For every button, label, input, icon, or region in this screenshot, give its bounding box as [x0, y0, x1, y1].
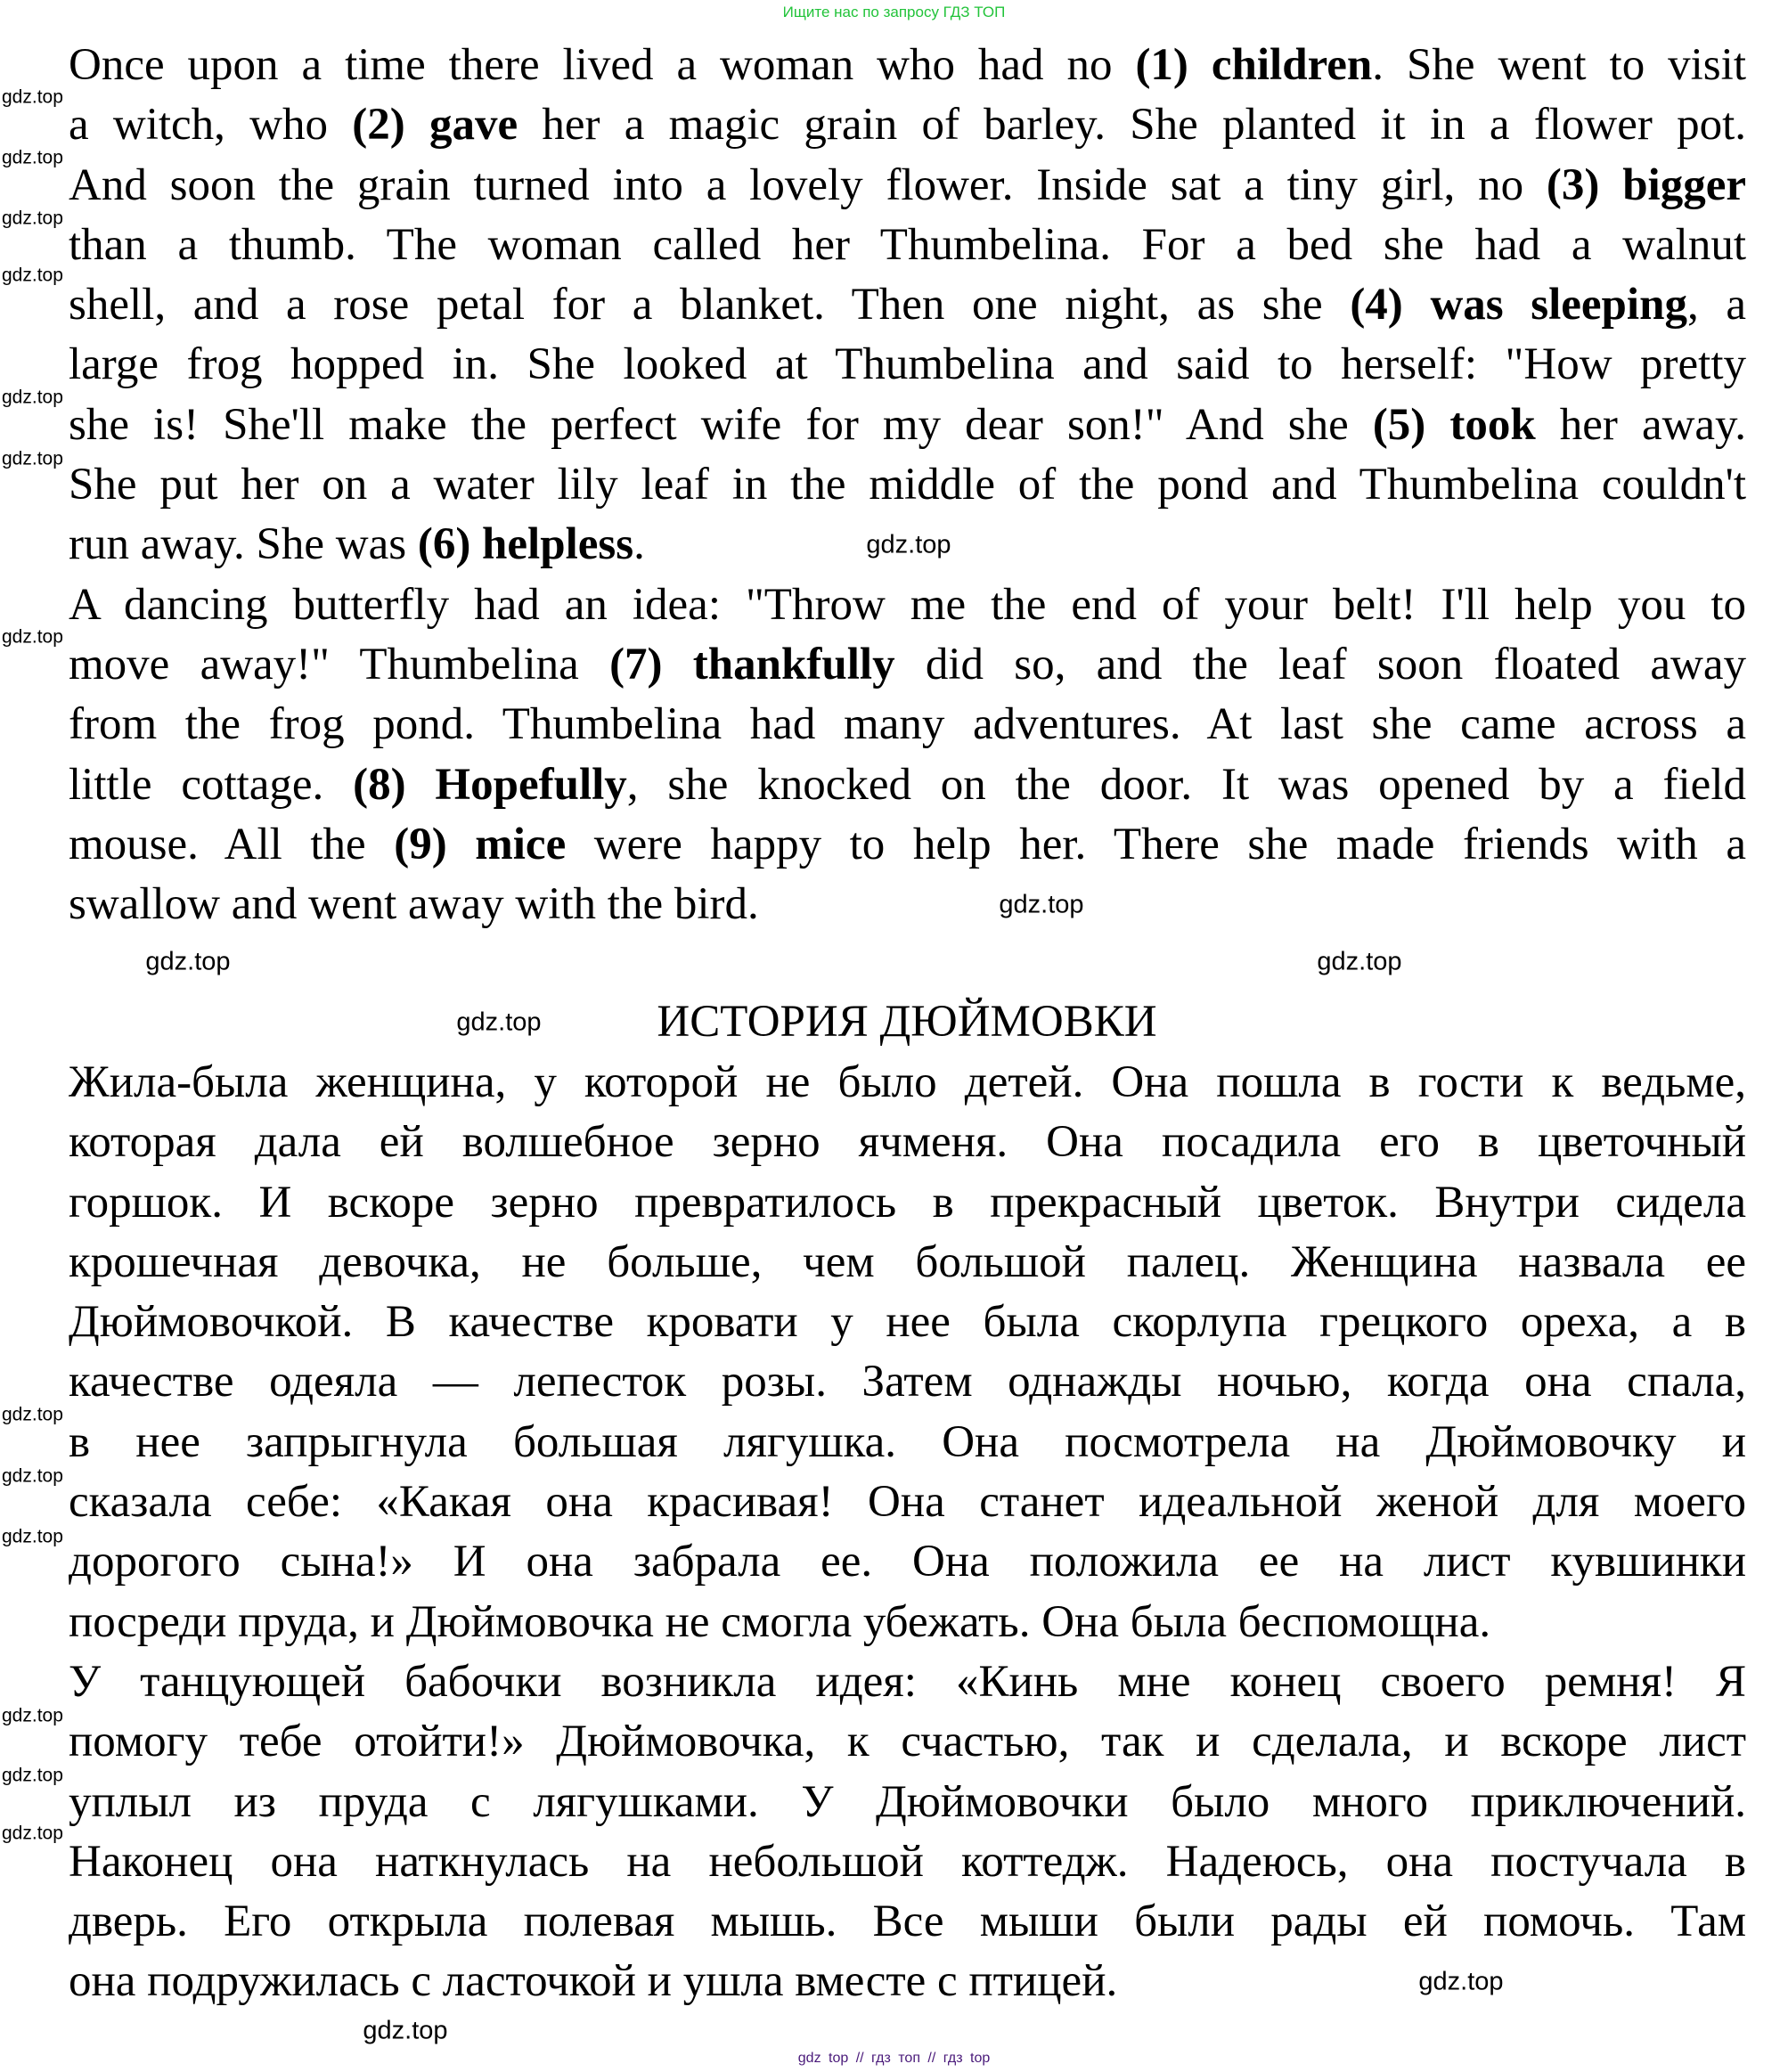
- text-line: крошечная девочка, не больше, чем большой палец. Женщина назвала ее: [69, 1236, 1746, 1287]
- watermark: gdz.top: [2, 208, 63, 229]
- text-line: качестве одеяла — лепесток розы. Затем однажды ночью, когда она спала,: [69, 1357, 1746, 1407]
- text-line: Дюймовочкой. В качестве кровати у нее была скорлупа грецкого ореха, а в: [69, 1297, 1746, 1348]
- watermark: gdz.top: [1418, 1967, 1504, 1996]
- footer-links: gdz top // гдз топ // гдз top: [797, 2051, 991, 2066]
- answer-word: (2) gave: [352, 100, 518, 151]
- text-line: сказала себе: «Какая она красивая! Она станет идеальной женой для моего: [69, 1477, 1746, 1528]
- answer-word: (8) Hopefully: [353, 759, 627, 810]
- text-line: У танцующей бабочки возникла идея: «Кинь мне конец своего ремня! Я: [69, 1656, 1746, 1707]
- text-line: дверь. Его открыла полевая мышь. Все мыши были рады ей помочь. Там: [69, 1897, 1746, 1947]
- watermark: gdz.top: [2, 265, 63, 286]
- text-line: уплыл из пруда с лягушками. У Дюймовочки было много приключений.: [69, 1776, 1746, 1827]
- text-segment: She put her on a water lily leaf in the middle of the pond and Thumbelina couldn't: [69, 460, 1746, 510]
- watermark: gdz.top: [2, 1526, 63, 1547]
- text-segment: Once upon a time there lived a woman who had no: [69, 40, 1136, 90]
- text-line: [69, 156, 1746, 216]
- text-segment: And soon the grain turned into a lovely flower. Inside sat a tiny girl, no: [69, 159, 1547, 210]
- text-segment: swallow and went away with the bird.: [69, 879, 759, 930]
- watermark: gdz.top: [2, 1404, 63, 1425]
- text-line: [69, 216, 1746, 275]
- watermark: gdz.top: [2, 86, 63, 108]
- text-segment: her away.: [1535, 399, 1746, 450]
- text-line: [69, 635, 1746, 695]
- watermark: gdz.top: [456, 1007, 542, 1037]
- text-line: [69, 515, 645, 575]
- watermark: gdz.top: [2, 626, 63, 648]
- answer-word: (7) thankfully: [609, 639, 895, 689]
- text-line: [69, 875, 759, 934]
- text-line: [69, 36, 1746, 95]
- text-line: посреди пруда, и Дюймовочка не смогла убежать. Она была беспомощна.: [69, 1596, 1491, 1647]
- watermark: gdz.top: [866, 530, 951, 559]
- answer-word: (6) helpless: [417, 519, 634, 570]
- text-line: в нее запрыгнула большая лягушка. Она посмотрела на Дюймовочку и: [69, 1416, 1746, 1467]
- watermark: gdz.top: [2, 1465, 63, 1487]
- text-segment: a witch, who: [69, 100, 353, 151]
- text-segment: mouse. All the: [69, 819, 395, 869]
- watermark: gdz.top: [2, 387, 63, 408]
- text-segment: . She went to visit: [1372, 40, 1746, 90]
- russian-title: ИСТОРИЯ ДЮЙМОВКИ: [657, 997, 1157, 1047]
- answer-word: (4) was sleeping: [1350, 280, 1687, 330]
- text-segment: move away!" Thumbelina: [69, 639, 610, 689]
- watermark: gdz.top: [2, 1765, 63, 1786]
- watermark: gdz.top: [2, 448, 63, 469]
- watermark: gdz.top: [363, 2016, 448, 2045]
- text-line: которая дала ей волшебное зерно ячменя. Она посадила его в цветочный: [69, 1117, 1746, 1168]
- text-segment: large frog hopped in. She looked at Thumbelina and said to herself: "How pretty: [69, 339, 1746, 390]
- text-segment: her a magic grain of barley. She planted it in a flower pot.: [518, 100, 1746, 151]
- text-segment: little cottage.: [69, 759, 354, 810]
- text-line: [69, 755, 1746, 815]
- watermark: gdz.top: [1317, 947, 1402, 976]
- text-line: [69, 95, 1746, 155]
- text-segment: were happy to help her. There she made friends with a: [566, 819, 1746, 869]
- text-segment: she is! She'll make the perfect wife for my dear son!" And she: [69, 399, 1373, 450]
- watermark: gdz.top: [145, 947, 231, 976]
- answer-word: (5) took: [1372, 399, 1536, 450]
- text-line: [69, 575, 1746, 635]
- text-segment: .: [633, 519, 645, 570]
- text-line: [69, 455, 1746, 515]
- search-hint-header: Ищите нас по запросу ГДЗ ТОП: [782, 4, 1006, 20]
- watermark: gdz.top: [2, 147, 63, 168]
- text-segment: , she knocked on the door. It was opened by a field: [626, 759, 1746, 810]
- text-segment: did so, and the leaf soon floated away: [894, 639, 1746, 689]
- answer-word: (1) children: [1135, 40, 1373, 90]
- text-line: Жила-была женщина, у которой не было детей. Она пошла в гости к ведьме,: [69, 1057, 1746, 1107]
- text-line: [69, 815, 1746, 875]
- text-segment: shell, and a rose petal for a blanket. Then one night, as she: [69, 280, 1351, 330]
- text-line: дорогого сына!» И она забрала ее. Она положила ее на лист кувшинки: [69, 1537, 1746, 1587]
- watermark: gdz.top: [2, 1705, 63, 1726]
- text-line: [69, 335, 1746, 395]
- text-segment: run away. She was: [69, 519, 418, 570]
- answer-word: (9) mice: [394, 819, 567, 869]
- text-line: горшок. И вскоре зерно превратилось в прекрасный цветок. Внутри сидела: [69, 1177, 1746, 1228]
- watermark: gdz.top: [999, 890, 1084, 919]
- text-line: [69, 275, 1746, 335]
- text-segment: A dancing butterfly had an idea: "Throw me the end of your belt! I'll help you to: [69, 579, 1746, 630]
- text-line: Наконец она наткнулась на небольшой коттедж. Надеюсь, она постучала в: [69, 1836, 1746, 1887]
- text-line: она подружилась с ласточкой и ушла вместе с птицей.: [69, 1956, 1118, 2007]
- watermark: gdz.top: [2, 1823, 63, 1844]
- english-text: [69, 36, 1746, 934]
- text-line: помогу тебе отойти!» Дюймовочка, к счастью, так и сделала, и вскоре лист: [69, 1717, 1746, 1767]
- answer-word: (3) bigger: [1546, 159, 1746, 210]
- text-line: [69, 396, 1746, 455]
- russian-text: [69, 1053, 1746, 2012]
- text-line: [69, 695, 1746, 755]
- text-segment: than a thumb. The woman called her Thumbelina. For a bed she had a walnut: [69, 219, 1746, 270]
- text-segment: from the frog pond. Thumbelina had many adventures. At last she came across a: [69, 699, 1746, 750]
- text-segment: , a: [1686, 280, 1746, 330]
